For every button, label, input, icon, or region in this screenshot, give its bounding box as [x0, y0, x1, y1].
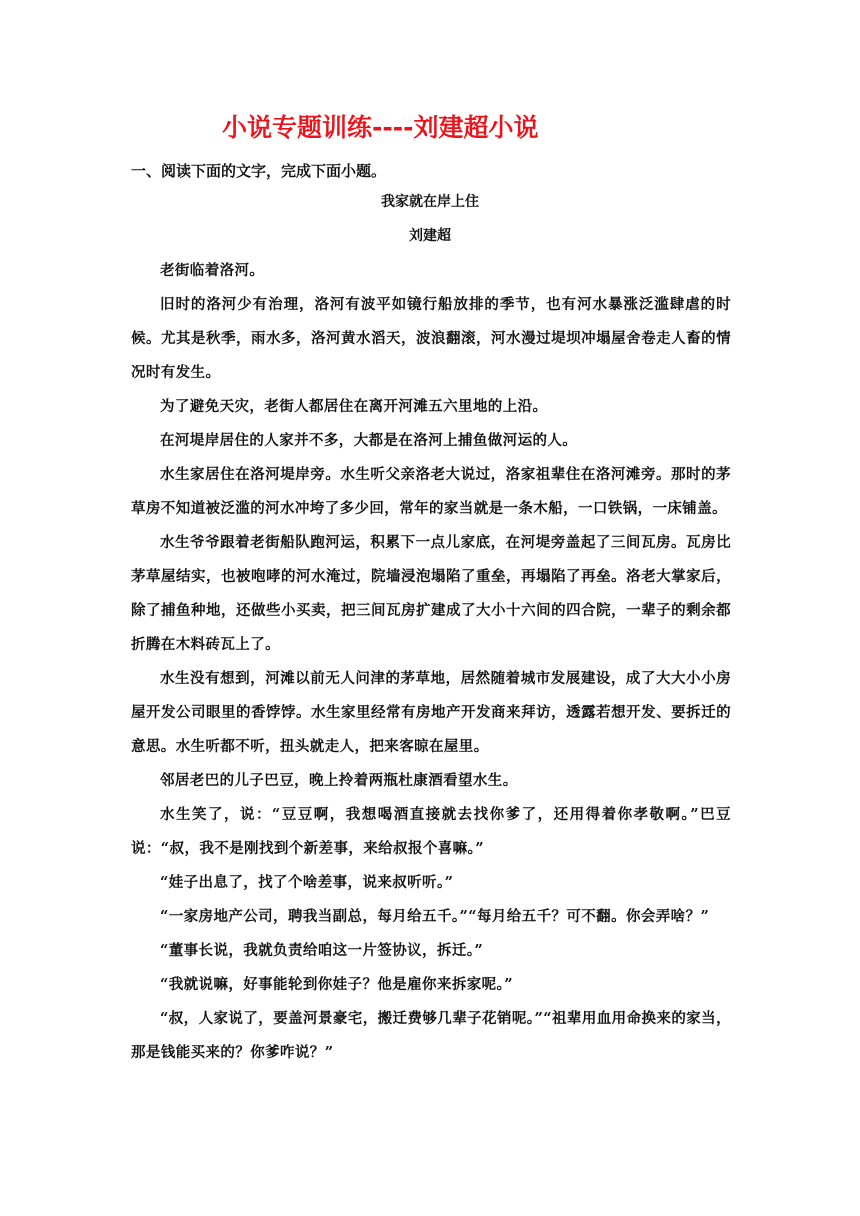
paragraph: 在河堤岸居住的人家并不多，大都是在洛河上捕鱼做河运的人。: [160, 432, 578, 449]
paragraph: “一家房地产公司，聘我当副总，每月给五千。”“每月给五千？可不翻。你会弄啥？”: [160, 908, 710, 925]
paragraph: 水生没有想到，河滩以前无人问津的茅草地，居然随着城市发展建设，成了大大小小房屋开发公司眼里的香饽饽。水生家里经常有房地产开发商来拜访，透露若想开发、要拆迁的意思。水生听都不听，扭头就走人，把来客晾在屋里。: [131, 670, 731, 755]
paragraph: “董事长说，我就负责给咱这一片签协议，拆迁。”: [160, 942, 484, 959]
paragraph: 水生笑了，说：“豆豆啊，我想喝酒直接就去找你爹了，还用得着你孝敬啊。”巴豆说：“叔，我不是刚找到个新差事，来给叔报个喜嘛。”: [131, 806, 731, 857]
document-title: 小说专题训练----刘建超小说: [222, 113, 539, 142]
paragraph: 水生爷爷跟着老街船队跑河运，积累下一点儿家底，在河堤旁盖起了三间瓦房。瓦房比茅草屋结实，也被咆哮的河水淹过，院墙浸泡塌陷了重垒，再塌陷了再垒。洛老大掌家后，除了捕鱼种地，还做些小买卖，把三间瓦房扩建成了大小十六间的四合院，一辈子的剩余都折腾在木料砖瓦上了。: [131, 534, 731, 653]
section-heading: 一、阅读下面的文字，完成下面小题。: [131, 162, 387, 180]
paragraph: 老街临着洛河。: [160, 262, 265, 279]
paragraph: “叔，人家说了，要盖河景豪宅，搬迁费够几辈子花销呢。”“祖辈用血用命换来的家当，那是钱能买来的？你爹咋说？”: [131, 1010, 731, 1061]
paragraph: 邻居老巴的儿子巴豆，晚上拎着两瓶杜康酒看望水生。: [160, 772, 518, 789]
paragraph: “娃子出息了，找了个啥差事，说来叔听听。”: [160, 874, 454, 891]
story-title: 我家就在岸上住: [381, 194, 479, 210]
paragraph: 为了避免天灾，老街人都居住在离开河滩五六里地的上沿。: [160, 398, 548, 415]
story-author: 刘建超: [409, 228, 451, 244]
story-body: [131, 254, 731, 1070]
paragraph: 水生家居住在洛河堤岸旁。水生听父亲洛老大说过，洛家祖辈住在洛河滩旁。那时的茅草房不知道被泛滥的河水冲垮了多少回，常年的家当就是一条木船，一口铁锅，一床铺盖。: [131, 466, 731, 517]
paragraph: 旧时的洛河少有治理，洛河有波平如镜行船放排的季节，也有河水暴涨泛滥肆虐的时候。尤其是秋季，雨水多，洛河黄水滔天，波浪翻滚，河水漫过堤坝冲塌屋舍卷走人畜的情况时有发生。: [131, 296, 731, 381]
paragraph: “我就说嘛，好事能轮到你娃子？他是雇你来拆家呢。”: [160, 976, 513, 993]
